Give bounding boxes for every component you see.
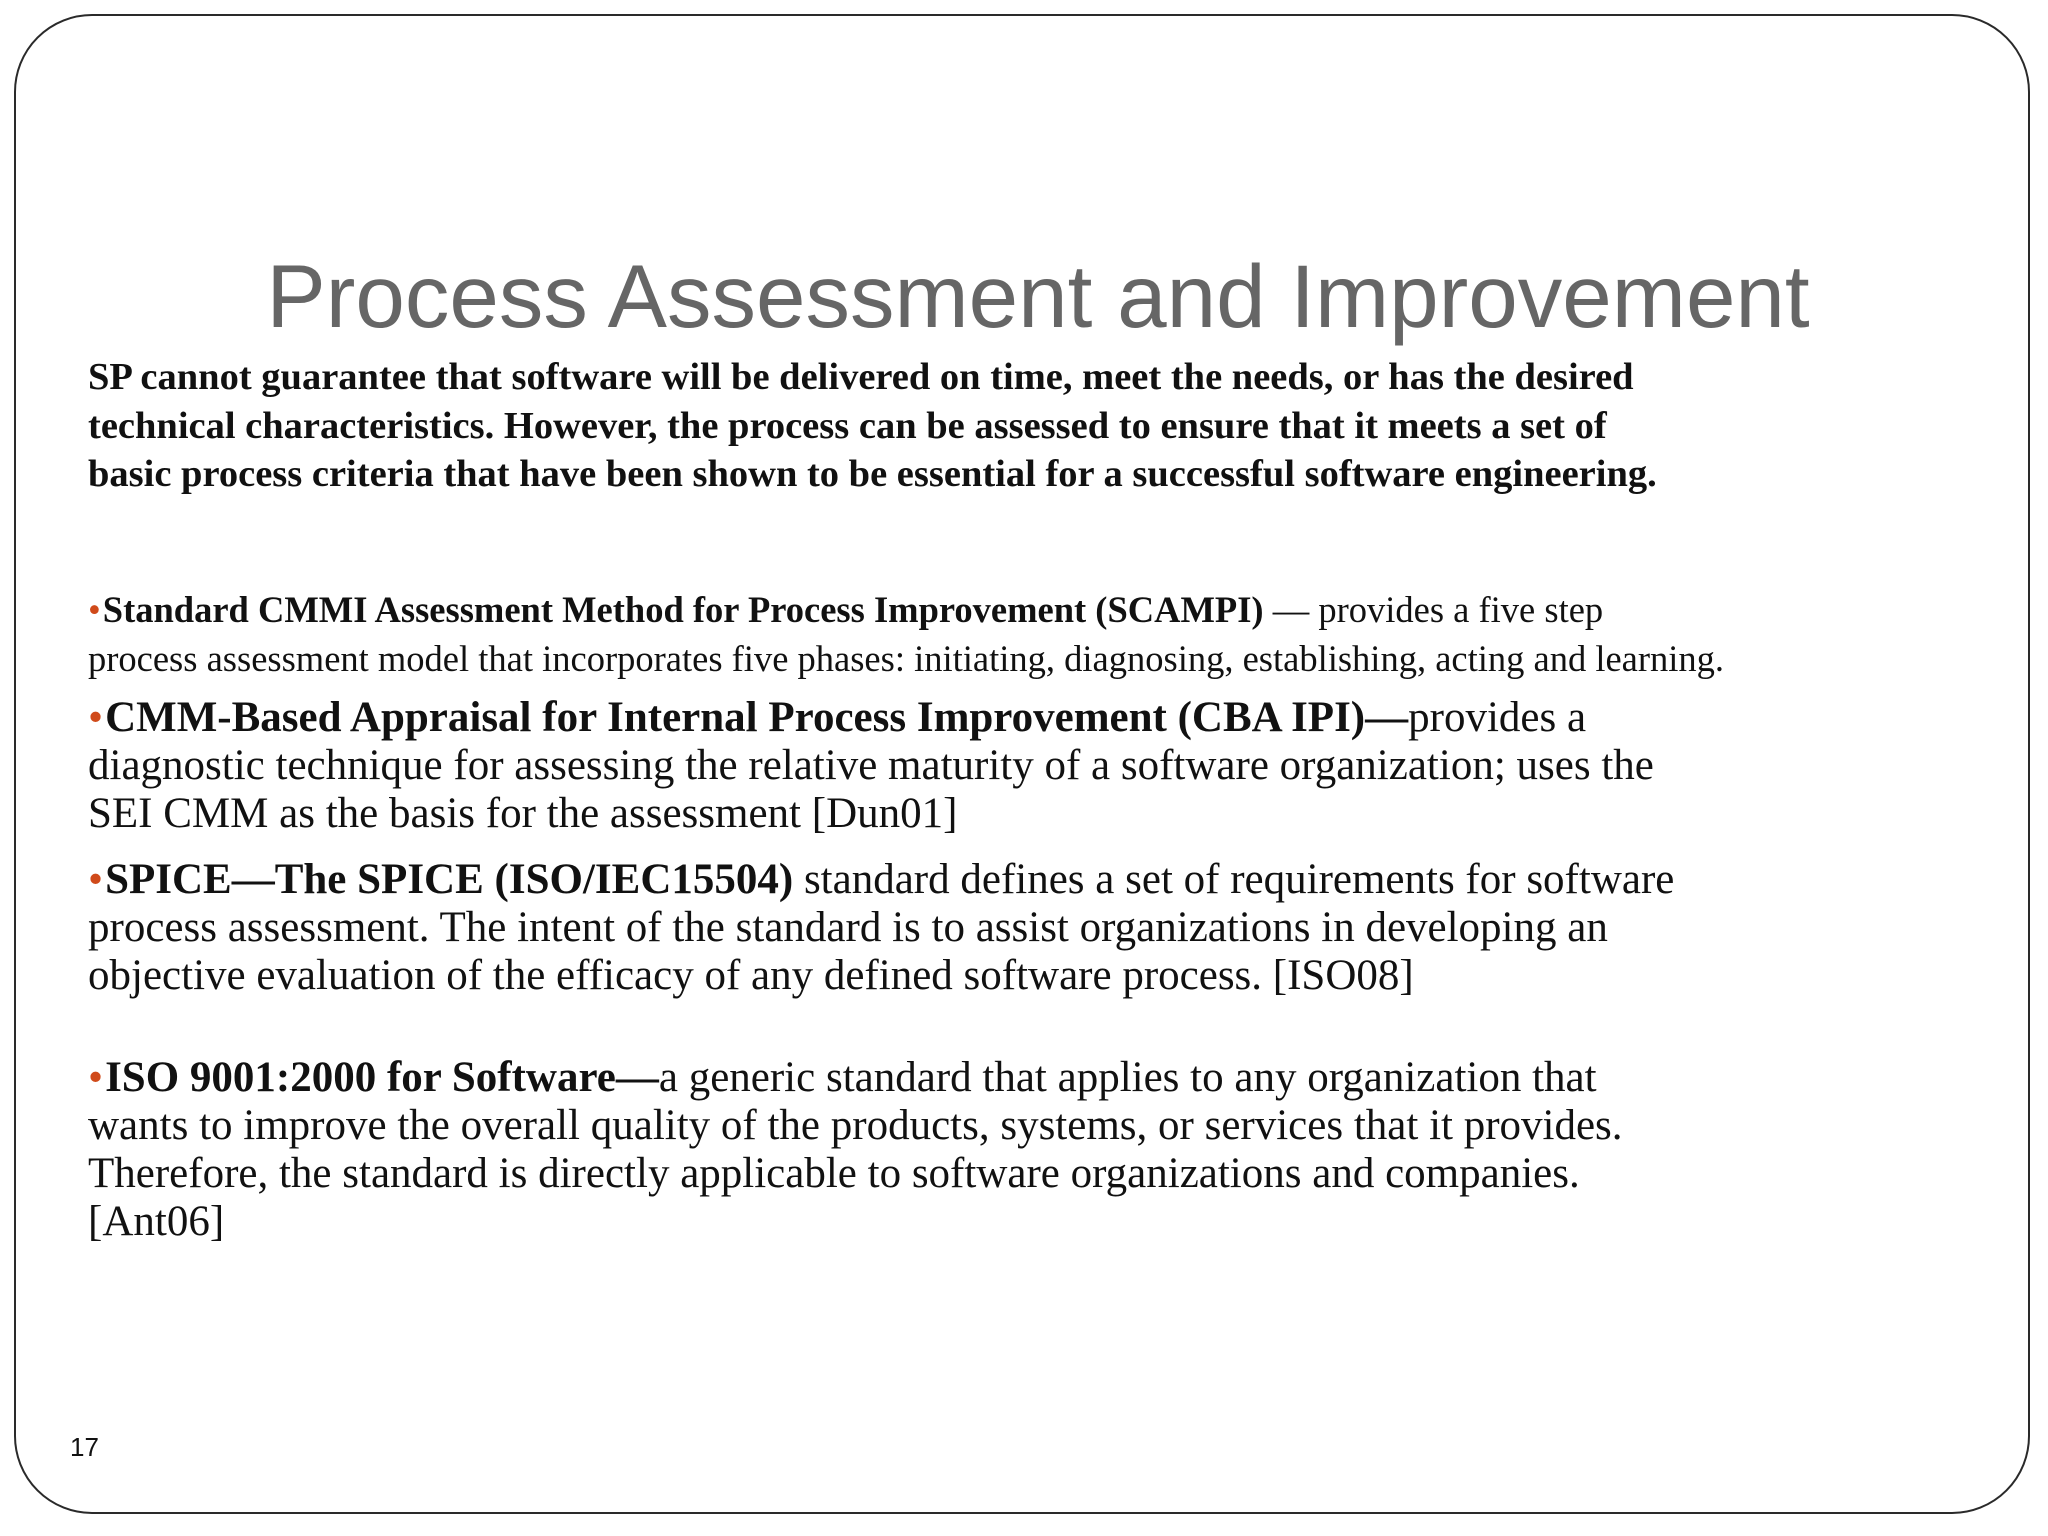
bullet-text: provides a [1408, 694, 1587, 741]
bullet-text-line: process assessment. The intent of the standard is to assist organizations in developing an [88, 904, 1608, 951]
bullet-text: standard defines a set of requirements for software [793, 856, 1675, 903]
bullet-dot-icon: • [88, 589, 101, 630]
bullet-iso-9001 [88, 1054, 1988, 1246]
intro-paragraph [88, 353, 1988, 499]
slide-title: Process Assessment and Improvement [266, 246, 1810, 346]
bullet-dot-icon: • [88, 856, 104, 903]
bullet-term: Standard CMMI Assessment Method for Process Improvement (SCAMPI) [102, 589, 1264, 630]
page-number: 17 [70, 1432, 99, 1462]
bullet-cba-ipi [88, 694, 1988, 838]
bullet-first-line [88, 694, 1988, 742]
bullet-term: ISO 9001:2000 for Software— [105, 1054, 659, 1101]
bullet-text-line: [Ant06] [88, 1198, 225, 1245]
bullet-text-line: SEI CMM as the basis for the assessment [Dun01] [88, 790, 958, 837]
bullet-first-line [88, 1054, 1988, 1102]
bullet-scampi [88, 585, 1988, 683]
bullet-text: — provides a five step [1263, 589, 1604, 630]
bullet-term: CMM-Based Appraisal for Internal Process Improvement (CBA IPI)— [105, 694, 1409, 741]
bullet-text-line: objective evaluation of the efficacy of any defined software process. [ISO08] [88, 952, 1414, 999]
bullet-text-line: process assessment model that incorporates five phases: initiating, diagnosing, establishing, acting and learning. [88, 638, 1725, 679]
intro-line: SP cannot guarantee that software will be delivered on time, meet the needs, or has the desired [88, 356, 1634, 398]
bullet-text-line: Therefore, the standard is directly applicable to software organizations and companies. [88, 1150, 1580, 1197]
intro-line: technical characteristics. However, the process can be assessed to ensure that it meets a set of [88, 404, 1607, 447]
bullet-text-line: wants to improve the overall quality of the products, systems, or services that it provides. [88, 1102, 1623, 1149]
bullet-dot-icon: • [88, 694, 104, 741]
bullet-first-line [88, 856, 1988, 904]
bullet-term: SPICE—The SPICE (ISO/IEC15504) [105, 856, 794, 903]
bullet-text: a generic standard that applies to any organization that [658, 1054, 1597, 1101]
bullet-first-line [88, 585, 1988, 634]
bullet-text-line: diagnostic technique for assessing the relative maturity of a software organization; uses the [88, 742, 1654, 789]
intro-line: basic process criteria that have been shown to be essential for a successful software engineering. [88, 453, 1657, 495]
bullet-spice [88, 856, 1988, 1000]
bullet-dot-icon: • [88, 1054, 104, 1101]
